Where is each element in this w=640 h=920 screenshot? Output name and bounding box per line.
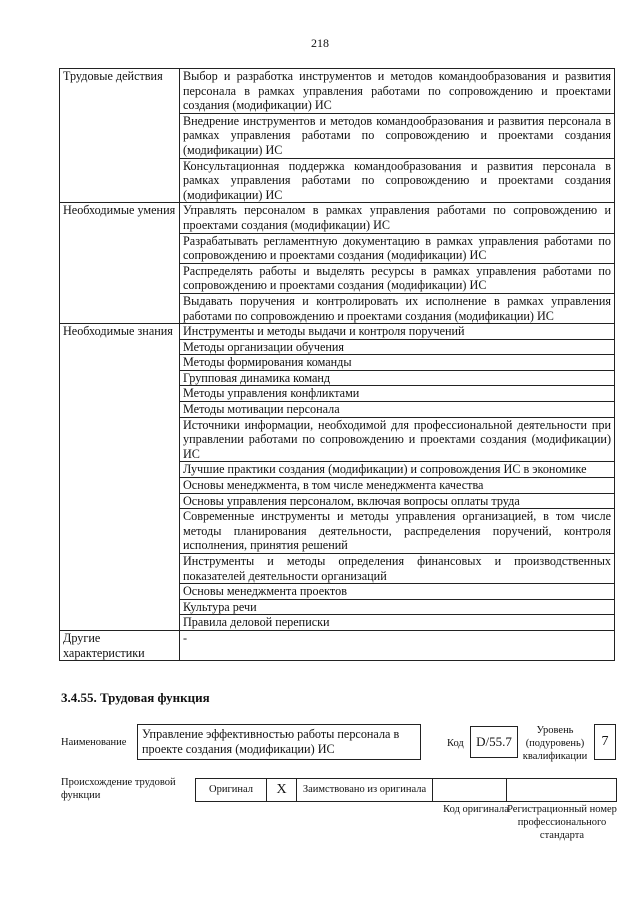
row-label-labor-actions: Трудовые действия xyxy=(60,69,180,203)
table-row xyxy=(60,324,615,340)
row-label-other: Другие характеристики xyxy=(60,630,180,660)
row-label-knowledge: Необходимые знания xyxy=(60,324,180,631)
registration-number-cell xyxy=(507,779,617,802)
table-cell: Инструменты и методы определения финансовых и производственных показателей деятельности организаций xyxy=(180,554,615,584)
row-label-skills: Необходимые умения xyxy=(60,203,180,324)
borrowed-cell: Заимствовано из оригинала xyxy=(297,779,433,802)
table-cell: Методы управления конфликтами xyxy=(180,386,615,402)
table-cell: Управлять персоналом в рамках управления работами по сопровождению и проектами создания (модификации) ИС xyxy=(180,203,615,233)
table-cell: Методы формирования команды xyxy=(180,355,615,371)
table-row xyxy=(60,69,615,114)
table-cell: Распределять работы и выделять ресурсы в рамках управления работами по сопровождению и проектами создания (модификации) ИС xyxy=(180,263,615,293)
table-cell: Правила деловой переписки xyxy=(180,615,615,631)
section-title: 3.4.55. Трудовая функция xyxy=(61,690,210,705)
level-value-box xyxy=(594,724,616,760)
table-cell: Методы организации обучения xyxy=(180,339,615,355)
table-cell: Основы менеджмента проектов xyxy=(180,584,615,600)
table-cell: Внедрение инструментов и методов командообразования и развития персонала в рамках управления работами по сопровождению и проектами создания (модификации) ИС xyxy=(180,113,615,158)
origin-label: Происхождение трудовой функции xyxy=(61,777,176,801)
level-value: 7 xyxy=(601,734,609,749)
origin-table xyxy=(195,778,617,802)
function-name-value: Управление эффективностью работы персонала в проекте создания (модификации) ИС xyxy=(142,727,400,756)
table-cell: Выдавать поручения и контролировать их исполнение в рамках управления работами по сопровождению и проектами создания (модификации) ИС xyxy=(180,293,615,323)
table-cell: Основы управления персоналом, включая вопросы оплаты труда xyxy=(180,493,615,509)
page-number: 218 xyxy=(311,36,329,50)
requirements-table xyxy=(59,68,615,661)
level-label: Уровень (подуровень) квалификации xyxy=(522,725,588,762)
table-cell: Групповая динамика команд xyxy=(180,370,615,386)
table-cell: Выбор и разработка инструментов и методов командообразования и развития персонала в рамках управления работами по сопровождению и проектами создания (модификации) ИС xyxy=(180,69,615,114)
table-cell: Современные инструменты и методы управления организацией, в том числе методы планирования деятельности, распределения поручений, контроля исполнения, принятия решений xyxy=(180,509,615,554)
table-cell: Лучшие практики создания (модификации) и сопровождения ИС в экономике xyxy=(180,462,615,478)
code-value: D/55.7 xyxy=(476,734,512,749)
table-cell: Инструменты и методы выдачи и контроля поручений xyxy=(180,324,615,340)
table-cell: Разрабатывать регламентную документацию в рамках управления работами по сопровождению и проектами создания (модификации) ИС xyxy=(180,233,615,263)
table-cell: - xyxy=(180,630,615,660)
original-cell: Оригинал xyxy=(196,779,267,802)
code-caption: Код оригинала xyxy=(443,804,509,815)
table-cell: Культура речи xyxy=(180,599,615,615)
table-row xyxy=(196,779,617,802)
table-cell: Консультационная поддержка командообразования и развития персонала в рамках управления работами по сопровождению и проектами создания (модификации) ИС xyxy=(180,158,615,203)
table-cell: Основы менеджмента, в том числе менеджмента качества xyxy=(180,478,615,494)
code-label: Код xyxy=(447,738,464,749)
table-cell: Методы мотивации персонала xyxy=(180,402,615,418)
table-row xyxy=(60,630,615,660)
original-code-cell xyxy=(433,779,507,802)
original-mark-cell: X xyxy=(267,779,297,802)
function-name-box xyxy=(137,724,421,760)
registration-caption: Регистрационный номер профессионального стандарта xyxy=(507,804,617,841)
table-cell: Источники информации, необходимой для профессиональной деятельности при управлении работами по сопровождению и проектами создания (модификации) ИС xyxy=(180,417,615,462)
table-row xyxy=(60,203,615,233)
name-label: Наименование xyxy=(61,737,127,748)
code-value-box xyxy=(470,726,518,758)
